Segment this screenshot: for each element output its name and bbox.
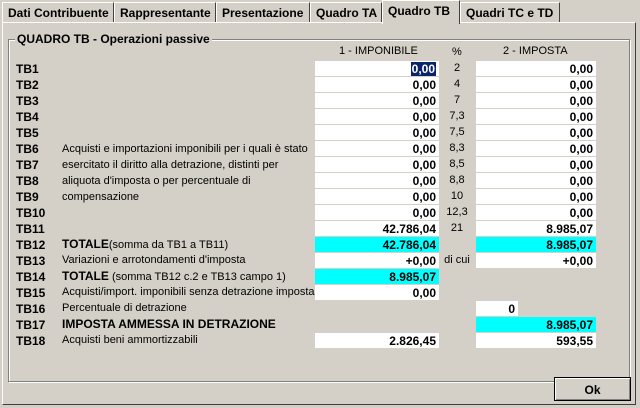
tb5-imponibile-field[interactable]: 0,00 — [315, 125, 439, 140]
tab-quadro-tb[interactable]: Quadro TB — [382, 0, 460, 24]
row-code: TB10 — [16, 206, 46, 220]
row-code: TB18 — [16, 334, 46, 348]
row-label: TOTALE(somma da TB1 a TB11) — [62, 237, 229, 251]
header-imposta: 2 - IMPOSTA — [503, 45, 568, 57]
ok-button[interactable]: Ok — [554, 377, 631, 401]
row-code: TB9 — [16, 190, 39, 204]
tb1-imposta-field[interactable]: 0,00 — [476, 61, 596, 76]
row-label: TOTALE (somma TB12 c.2 e TB13 campo 1) — [62, 269, 286, 283]
row-code: TB15 — [16, 286, 46, 300]
row-tb16 — [9, 301, 629, 317]
row-code: TB13 — [16, 254, 46, 268]
tab-rappresentante[interactable]: Rappresentante — [114, 2, 216, 22]
tb18-imposta-field[interactable]: 593,55 — [476, 333, 596, 348]
tb13-imponibile-field[interactable]: +0,00 — [315, 253, 439, 268]
tb11-imposta-field[interactable]: 8.985,07 — [476, 221, 596, 236]
tb4-imponibile-field[interactable]: 0,00 — [315, 109, 439, 124]
tb11-imponibile-field[interactable]: 42.786,04 — [315, 221, 439, 236]
tb4-pct: 7,3 — [449, 110, 465, 122]
tb5-pct: 7,5 — [449, 126, 465, 138]
tb3-pct: 7 — [453, 94, 461, 106]
tb11-pct: 21 — [450, 222, 464, 234]
group-title: QUADRO TB - Operazioni passive — [17, 32, 210, 46]
tb10-imponibile-field[interactable]: 0,00 — [315, 205, 439, 220]
row-tb13 — [9, 253, 629, 269]
tb7-imponibile-field[interactable]: 0,00 — [315, 157, 439, 172]
row-label: Variazioni e arrotondamenti d'imposta — [62, 254, 246, 266]
acquisti-description: Acquisti e importazioni imponibili per i quali è stato esercitato il diritto alla detrazione, distinti per aliquota d'imposta o per percentuale di compensazione — [62, 143, 308, 203]
tb9-imponibile-field[interactable]: 0,00 — [315, 189, 439, 204]
tab-presentazione[interactable]: Presentazione — [216, 2, 310, 22]
tb6-imponibile-field[interactable]: 0,00 — [315, 141, 439, 156]
tb9-pct: 10 — [450, 190, 464, 202]
quadro-tb-group — [8, 32, 630, 382]
tab-quadri-tc-td[interactable]: Quadri TC e TD — [460, 2, 560, 22]
tb14-value-field: 8.985,07 — [315, 269, 439, 284]
row-code: TB16 — [16, 302, 46, 316]
tb3-imponibile-field[interactable]: 0,00 — [315, 93, 439, 108]
tb10-pct: 12,3 — [446, 206, 468, 218]
row-code: TB5 — [16, 126, 39, 140]
tb8-imponibile-field[interactable]: 0,00 — [315, 173, 439, 188]
tb8-imposta-field[interactable]: 0,00 — [476, 173, 596, 188]
row-code: TB8 — [16, 174, 39, 188]
tb5-imposta-field[interactable]: 0,00 — [476, 125, 596, 140]
tb7-imposta-field[interactable]: 0,00 — [476, 157, 596, 172]
tb12-imposta-field: 8.985,07 — [476, 237, 596, 252]
tb6-imposta-field[interactable]: 0,00 — [476, 141, 596, 156]
row-tb2 — [9, 77, 629, 93]
row-tb1 — [9, 61, 629, 77]
tb9-imposta-field[interactable]: 0,00 — [476, 189, 596, 204]
tb15-value-field[interactable]: 0,00 — [315, 285, 439, 300]
row-code: TB3 — [16, 94, 39, 108]
tb13-di-cui-label: di cui — [444, 254, 470, 266]
row-tb3 — [9, 93, 629, 109]
row-code: TB11 — [16, 222, 45, 236]
tab-quadro-ta[interactable]: Quadro TA — [310, 2, 382, 22]
row-code: TB1 — [16, 62, 39, 76]
tb2-imponibile-field[interactable]: 0,00 — [315, 77, 439, 92]
row-code: TB7 — [16, 158, 39, 172]
tb1-pct: 2 — [453, 62, 461, 74]
row-tb10 — [9, 205, 629, 221]
row-code: TB14 — [16, 270, 46, 284]
row-tb14 — [9, 269, 629, 285]
tb12-imponibile-field: 42.786,04 — [315, 237, 439, 252]
tb3-imposta-field[interactable]: 0,00 — [476, 93, 596, 108]
tb6-pct: 8,3 — [449, 142, 465, 154]
row-tb5 — [9, 125, 629, 141]
row-tb4 — [9, 109, 629, 125]
row-label: Acquisti beni ammortizzabili — [62, 334, 198, 346]
row-code: TB12 — [16, 238, 46, 252]
tab-bar — [0, 0, 640, 24]
tb2-imposta-field[interactable]: 0,00 — [476, 77, 596, 92]
header-imponibile: 1 - IMPONIBILE — [339, 45, 418, 57]
tb17-value-field: 8.985,07 — [476, 317, 596, 332]
row-code: TB2 — [16, 78, 39, 92]
row-tb17 — [9, 317, 629, 333]
tb13-imposta-field[interactable]: +0,00 — [476, 253, 596, 268]
row-tb18 — [9, 333, 629, 349]
tb16-percent-field[interactable]: 0 — [476, 301, 518, 316]
header-pct: % — [452, 46, 462, 58]
tb1-imponibile-field[interactable]: 0,00 — [315, 61, 439, 76]
row-code: TB4 — [16, 110, 39, 124]
tb18-imponibile-field[interactable]: 2.826,45 — [315, 333, 439, 348]
row-tb12 — [9, 237, 629, 253]
tb7-pct: 8,5 — [449, 158, 465, 170]
row-tb15 — [9, 285, 629, 301]
tb2-pct: 4 — [453, 78, 461, 90]
row-label: Percentuale di detrazione — [62, 302, 187, 314]
row-label: IMPOSTA AMMESSA IN DETRAZIONE — [62, 317, 276, 331]
row-tb11 — [9, 221, 629, 237]
tb8-pct: 8,8 — [449, 174, 465, 186]
row-code: TB17 — [16, 318, 46, 332]
tab-panel — [2, 22, 636, 405]
tb4-imposta-field[interactable]: 0,00 — [476, 109, 596, 124]
tab-dati-contribuente[interactable]: Dati Contribuente — [2, 2, 114, 22]
tb10-imposta-field[interactable]: 0,00 — [476, 205, 596, 220]
row-code: TB6 — [16, 142, 39, 156]
row-label: Acquisti/import. imponibili senza detrazione imposta — [62, 286, 315, 298]
